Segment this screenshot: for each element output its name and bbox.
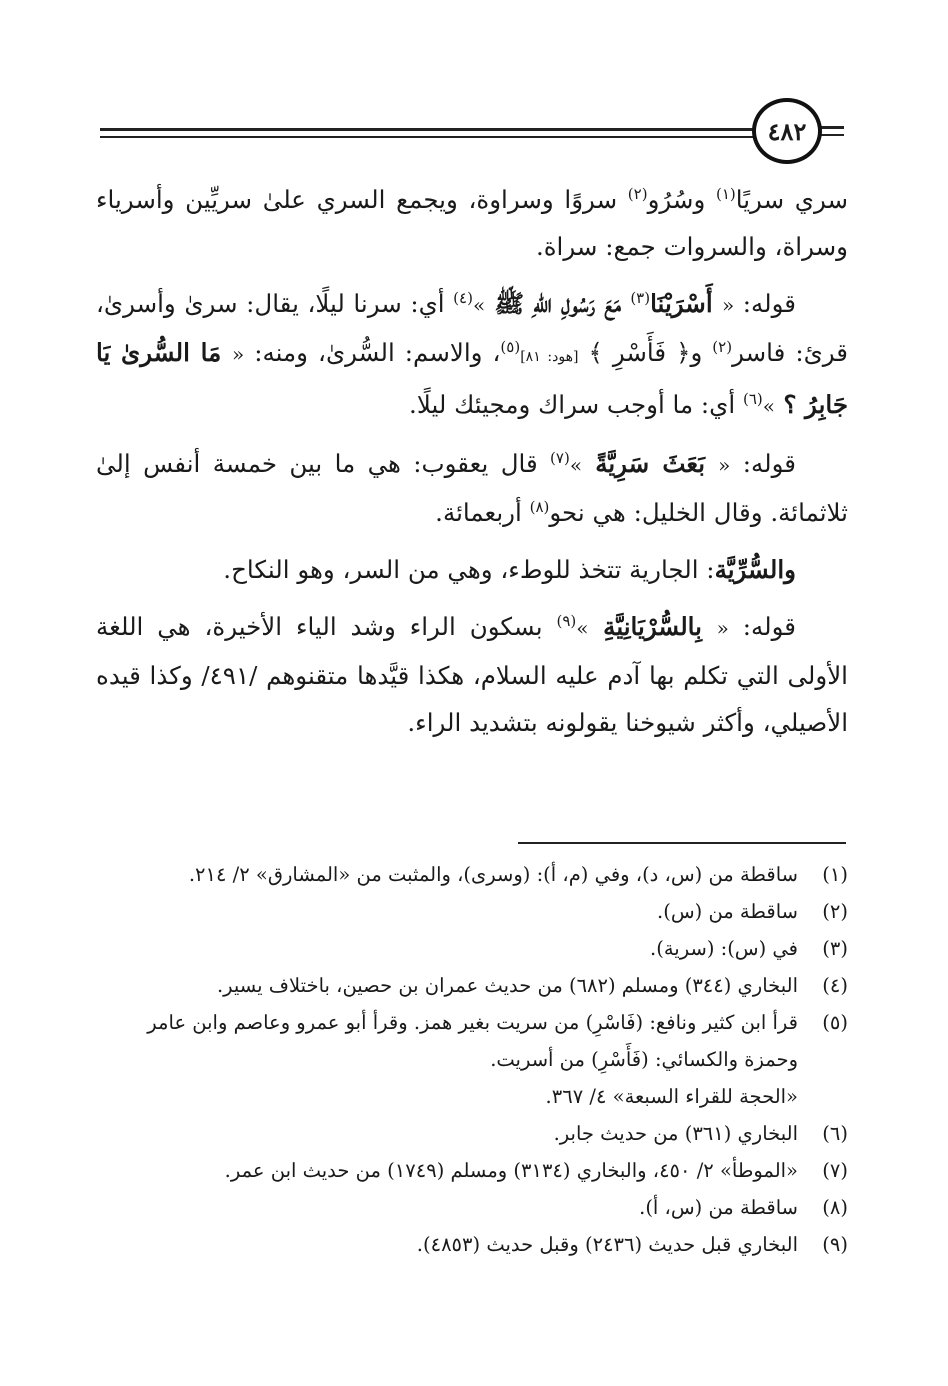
footnote-marker: (٩) xyxy=(556,612,577,630)
quote-mark: « xyxy=(232,342,245,366)
paragraph xyxy=(96,280,848,430)
footnote-text xyxy=(100,1189,798,1226)
footnote-text xyxy=(100,967,798,1004)
footnote-number: (٢) xyxy=(822,900,848,923)
hadith-term: مَعَ رَسُولِ اللهِ ﷺ xyxy=(485,289,631,318)
text-run: قال يعقوب: هي ما بين خمسة أنفس إلىٰ ثلاثمائة. وقال الخليل: هي نحو xyxy=(96,449,848,527)
footnote-line: قرأ ابن كثير ونافع: (فَاسْرِ) من سريت بغير همز. وقرأ أبو عمرو وعاصم وابن عامر xyxy=(147,1011,798,1034)
page-number-badge xyxy=(752,98,822,164)
footnote-item xyxy=(100,1226,848,1263)
paragraph xyxy=(96,546,848,593)
hadith-term: بَعَثَ سَرِيَّةً xyxy=(582,449,719,478)
text-run: و﴿ فَأَسْرِ ﴾ xyxy=(578,338,713,367)
footnote-item xyxy=(100,1115,848,1152)
footnote-line: البخاري (٣٤٤) ومسلم (٦٨٢) من حديث عمران بن حصين، باختلاف يسير. xyxy=(216,974,798,997)
footnote-line: وحمزة والكسائي: (فَأَسْرِ) من أسريت. xyxy=(490,1048,798,1071)
footnote-marker: (٢) xyxy=(627,185,648,203)
footnotes xyxy=(100,856,848,1263)
quote-mark: « xyxy=(721,293,735,317)
footnote-number: (٨) xyxy=(822,1196,848,1219)
footnote-separator xyxy=(518,842,846,844)
quote-mark: » xyxy=(472,293,486,317)
header-rule-right-bottom xyxy=(818,134,844,136)
page-number: ٤٨٢ xyxy=(767,116,807,146)
footnote-number: (١) xyxy=(822,863,848,886)
footnote-line: البخاري (٣٦١) من حديث جابر. xyxy=(553,1122,798,1145)
text-run: قوله: xyxy=(734,289,797,318)
hadith-term: أَسْرَيْنَا xyxy=(650,289,722,318)
quote-mark: » xyxy=(576,616,589,640)
paragraph xyxy=(96,440,848,536)
footnote-item xyxy=(100,1152,848,1189)
header-rule-top xyxy=(100,128,760,131)
footnote-number: (٥) xyxy=(822,1011,848,1034)
footnote-text xyxy=(100,1152,798,1189)
quote-mark: « xyxy=(716,616,729,640)
footnote-text xyxy=(100,1226,798,1263)
footnote-line: «الموطأ» ٢/ ٤٥٠، والبخاري (٣١٣٤) ومسلم (١٧٤٩) من حديث ابن عمر. xyxy=(224,1159,798,1182)
footnote-text xyxy=(100,930,798,967)
footnote-marker: (٧) xyxy=(550,449,570,467)
text-run: سري سريًا xyxy=(735,185,849,214)
text-run: بسكون الراء وشد الياء الأخيرة، هي اللغة الأولى التي تكلم بها آدم عليه السلام، هكذا قيَّدها متقنوهم /٤٩١/ وكذا قيده الأصيلي، وأكثر شيوخنا يقولونه بتشديد الراء. xyxy=(96,612,848,737)
hadith-term: والسُّرِّيَّة xyxy=(714,555,796,584)
quran-reference: [هود: ٨١] xyxy=(520,349,579,365)
footnote-marker: (٢) xyxy=(712,338,733,356)
hadith-term: بِالسُّرْيَانِيَّةِ xyxy=(588,612,717,641)
footnote-text xyxy=(100,856,798,893)
quote-mark: » xyxy=(569,453,583,477)
footnote-number: (٣) xyxy=(822,937,848,960)
footnote-item xyxy=(100,856,848,893)
text-run: سروًا وسراوة، ويجمع السري علىٰ سريِّين وأسرياء وسراة، والسروات جمع: سراة. xyxy=(96,185,848,261)
footnote-marker: (٨) xyxy=(529,498,550,516)
footnote-number: (٦) xyxy=(822,1122,848,1145)
footnote-line: «الحجة للقراء السبعة» ٤/ ٣٦٧. xyxy=(545,1085,798,1108)
footnote-number: (٤) xyxy=(822,974,848,997)
text-run: أي: سرنا ليلًا، يقال: سرىٰ وأسرىٰ، قرئ: فاسر xyxy=(96,289,848,367)
quote-mark: « xyxy=(718,453,731,477)
footnote-item xyxy=(100,967,848,1004)
text-run: أربعمائة. xyxy=(435,498,530,527)
text-run: وسُرُو xyxy=(647,185,716,214)
footnote-line: ساقطة من (س، د)، وفي (م، أ): (وسرى)، والمثبت من «المشارق» ٢/ ٢١٤. xyxy=(188,863,798,886)
footnote-text xyxy=(100,1115,798,1152)
footnote-text xyxy=(100,1004,798,1115)
footnote-line: ساقطة من (س). xyxy=(657,900,798,923)
text-run: : الجارية تتخذ للوطء، وهي من السر، وهو النكاح. xyxy=(223,555,715,584)
footnote-number: (٩) xyxy=(822,1233,848,1256)
paragraph xyxy=(96,603,848,746)
footnote-marker: (١) xyxy=(715,185,736,203)
main-text xyxy=(96,176,848,756)
footnote-item xyxy=(100,1004,848,1115)
footnote-line: في (س): (سرية). xyxy=(650,937,798,960)
header-rule-bottom xyxy=(100,136,760,138)
footnote-text xyxy=(100,893,798,930)
footnote-line: البخاري قبل حديث (٢٤٣٦) وقبل حديث (٤٨٥٣). xyxy=(416,1233,798,1256)
text-run: أي: ما أوجب سراك ومجيئك ليلًا. xyxy=(409,390,743,419)
paragraph xyxy=(96,176,848,270)
footnote-item xyxy=(100,930,848,967)
footnote-number: (٧) xyxy=(822,1159,848,1182)
footnote-line: ساقطة من (س، أ). xyxy=(639,1196,798,1219)
footnote-marker: (٤) xyxy=(453,289,473,307)
text-run: ، والاسم: السُّرىٰ، ومنه: xyxy=(244,338,501,367)
text-run: قوله: xyxy=(730,449,796,478)
footnote-item xyxy=(100,1189,848,1226)
footnote-marker: (٣) xyxy=(630,289,651,307)
hadith-term: مَا السُّرىٰ يَا جَابِرُ ؟ xyxy=(96,338,848,419)
footnote-item xyxy=(100,893,848,930)
quote-mark: » xyxy=(762,394,775,418)
text-run: قوله: xyxy=(728,612,796,641)
footnote-marker: (٥) xyxy=(500,338,521,356)
footnote-marker: (٦) xyxy=(742,390,763,408)
